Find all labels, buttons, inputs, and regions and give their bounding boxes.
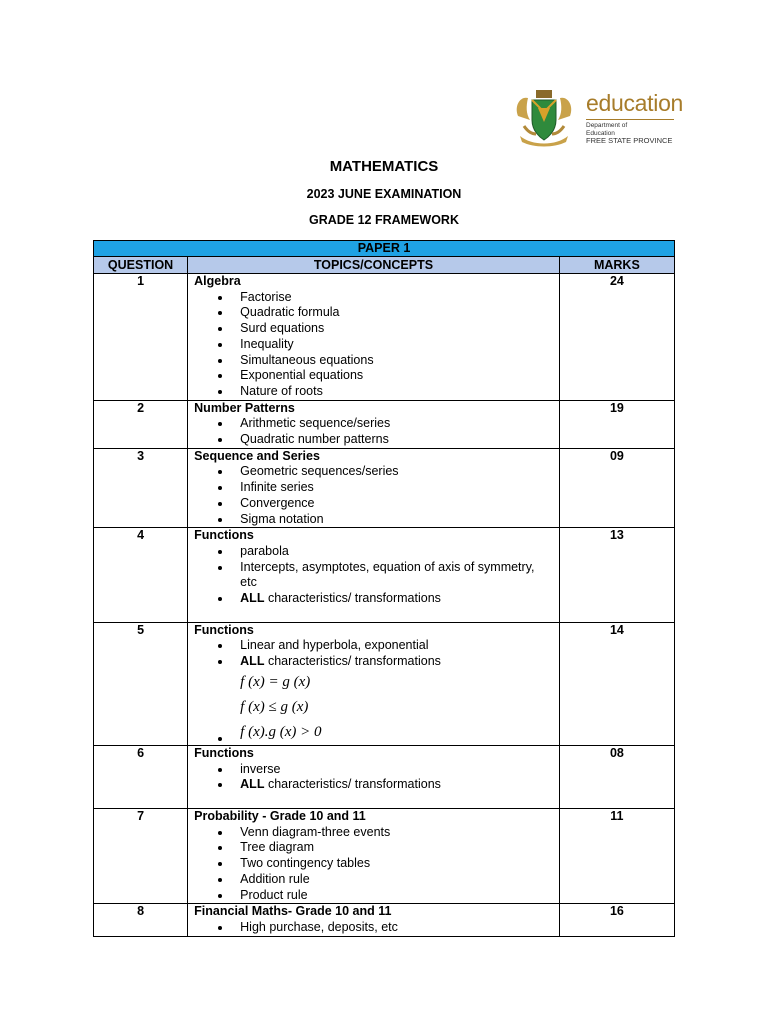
topic-title: Functions — [194, 622, 254, 637]
all-keyword: ALL — [240, 591, 265, 606]
marks-value: 08 — [559, 745, 674, 808]
table-row — [94, 622, 675, 745]
equation-equal: f (x) = g (x) — [240, 673, 311, 690]
list-item: Exponential equations — [240, 368, 553, 384]
topic-cell — [188, 808, 560, 903]
marks-value: 16 — [559, 904, 674, 936]
all-description: characteristics/ transformations — [264, 777, 441, 792]
topic-cell — [188, 448, 560, 528]
logo-brand-text: education — [586, 90, 684, 116]
topic-cell — [188, 622, 560, 745]
marks-value: 11 — [559, 808, 674, 903]
all-keyword: ALL — [240, 654, 265, 669]
concept-list — [194, 544, 553, 607]
concept-list — [194, 290, 553, 400]
list-item: Factorise — [240, 290, 553, 306]
column-header-topics: TOPICS/CONCEPTS — [188, 257, 560, 274]
list-item: Simultaneous equations — [240, 353, 553, 369]
question-number: 5 — [94, 622, 188, 745]
list-item: Addition rule — [240, 872, 553, 888]
topic-title: Number Patterns — [194, 400, 295, 415]
marks-value: 09 — [559, 448, 674, 528]
logo-line-2: Education — [586, 129, 615, 137]
concept-list — [194, 825, 553, 904]
table-row — [94, 745, 675, 808]
marks-value: 19 — [559, 400, 674, 448]
table-row — [94, 448, 675, 528]
list-item: High purchase, deposits, etc — [240, 920, 553, 936]
all-description: characteristics/ transformations — [264, 654, 441, 669]
list-item: Surd equations — [240, 321, 553, 337]
topic-cell — [188, 745, 560, 808]
list-item: Venn diagram-three events — [240, 825, 553, 841]
question-number: 7 — [94, 808, 188, 903]
table-row — [94, 528, 675, 623]
topic-title: Probability - Grade 10 and 11 — [194, 808, 366, 823]
list-item — [240, 777, 553, 793]
framework-title: GRADE 12 FRAMEWORK — [308, 213, 459, 227]
logo-department — [586, 122, 672, 145]
table-row — [94, 808, 675, 903]
concept-list — [194, 464, 553, 527]
inequality-list-item — [240, 670, 553, 745]
table-row — [94, 274, 675, 401]
topic-title: Algebra — [194, 274, 241, 288]
list-item: Geometric sequences/series — [240, 464, 553, 480]
question-number: 8 — [94, 904, 188, 936]
education-logo — [512, 86, 684, 150]
topic-title: Functions — [194, 745, 254, 760]
list-item: Two contingency tables — [240, 856, 553, 872]
list-item: Inequality — [240, 337, 553, 353]
list-item: Nature of roots — [240, 384, 553, 400]
equation-less-equal: f (x) ≤ g (x) — [240, 698, 309, 715]
spacer — [194, 793, 553, 808]
question-number: 4 — [94, 528, 188, 623]
column-header-row — [94, 257, 675, 274]
subject-title: MATHEMATICS — [329, 158, 439, 175]
exam-title: 2023 JUNE EXAMINATION — [306, 187, 462, 201]
list-item — [240, 591, 553, 607]
topic-cell — [188, 274, 560, 401]
list-item: Arithmetic sequence/series — [240, 416, 553, 432]
list-item: Convergence — [240, 496, 553, 512]
topic-cell — [188, 400, 560, 448]
column-header-marks: MARKS — [559, 257, 674, 274]
list-item: Tree diagram — [240, 840, 553, 856]
all-description: characteristics/ transformations — [264, 591, 441, 606]
question-number: 1 — [94, 274, 188, 401]
concept-list — [194, 920, 553, 936]
all-keyword: ALL — [240, 777, 265, 792]
list-item: parabola — [240, 544, 553, 560]
list-item: Quadratic formula — [240, 305, 553, 321]
paper-row — [94, 241, 675, 257]
spacer — [194, 607, 553, 622]
table-row — [94, 400, 675, 448]
equation-product: f (x).g (x) > 0 — [240, 723, 322, 740]
logo-divider — [586, 119, 674, 120]
question-number: 2 — [94, 400, 188, 448]
marks-value: 14 — [559, 622, 674, 745]
paper-title: PAPER 1 — [94, 241, 675, 257]
concept-list — [194, 638, 553, 744]
table-row — [94, 904, 675, 936]
list-item: Intercepts, asymptotes, equation of axis of symmetry, etc — [240, 560, 553, 591]
logo-line-1: Department of — [586, 122, 628, 129]
topic-cell — [188, 904, 560, 936]
topic-title: Financial Maths- Grade 10 and 11 — [194, 904, 392, 919]
question-number: 3 — [94, 448, 188, 528]
topic-cell — [188, 528, 560, 623]
column-header-question: QUESTION — [94, 257, 188, 274]
list-item: Quadratic number patterns — [240, 432, 553, 448]
logo-line-3: FREE STATE PROVINCE — [586, 136, 673, 145]
concept-list — [194, 762, 553, 793]
marks-value: 13 — [559, 528, 674, 623]
list-item — [240, 654, 553, 670]
marks-value: 24 — [559, 274, 674, 401]
framework-table — [93, 240, 675, 937]
coat-of-arms-icon — [512, 86, 576, 150]
list-item: inverse — [240, 762, 553, 778]
list-item: Sigma notation — [240, 512, 553, 528]
list-item: Linear and hyperbola, exponential — [240, 638, 553, 654]
list-item: Infinite series — [240, 480, 553, 496]
list-item: Product rule — [240, 888, 553, 904]
concept-list — [194, 416, 553, 447]
topic-title: Functions — [194, 528, 254, 543]
question-number: 6 — [94, 745, 188, 808]
topic-title: Sequence and Series — [194, 448, 320, 463]
